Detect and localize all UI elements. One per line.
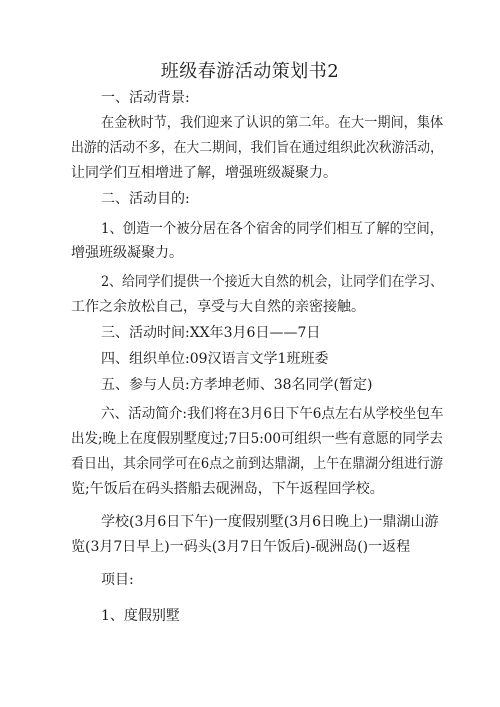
background-heading: 一、活动背景:: [101, 90, 190, 106]
items-heading: 项目:: [101, 572, 134, 588]
item-1: 1、度假别墅: [101, 608, 180, 624]
intro-line-1: 六、活动简介:我们将在3月6日下午6点左右从学校坐包车: [101, 406, 444, 422]
organizer: 四、组织单位:09汉语言文学1班班委: [101, 351, 329, 367]
intro-line-4: 览;午饭后在码头搭船去砚洲岛，下午返程回学校。: [71, 481, 384, 497]
purpose-2-line-2: 工作之余放松自己，享受与大自然的亲密接触。: [71, 299, 365, 315]
purpose-1-line-2: 增强班级凝聚力。: [71, 245, 183, 261]
background-line-1: 在金秋时节，我们迎来了认识的第二年。在大一期间，集体: [101, 115, 444, 131]
background-line-3: 让同学们互相增进了解，增强班级凝聚力。: [71, 165, 337, 181]
background-line-2: 出游的活动不多，在大二期间，我们旨在通过组织此次秋游活动，: [71, 140, 443, 156]
intro-line-2: 出发;晚上在度假别墅度过;7日5:00可组织一些有意愿的同学去: [71, 431, 443, 447]
purpose-heading: 二、活动目的:: [101, 191, 190, 207]
route-line-2: 览(3月7日早上)一码头(3月7日午饭后)-砚洲岛()一返程: [71, 539, 411, 555]
activity-time: 三、活动时间:XX年3月6日——7日: [101, 325, 321, 341]
document-title: 班级春游活动策划书2: [160, 61, 340, 82]
intro-line-3: 看日出，其余同学可在6点之前到达鼎湖，上午在鼎湖分组进行游: [71, 456, 444, 472]
purpose-1-line-1: 1、创造一个被分居在各个宿舍的同学们相互了解的空间，: [101, 221, 444, 237]
participants: 五、参与人员:方孝坤老师、38名同学(暂定): [101, 377, 373, 393]
route-line-1: 学校(3月6日下午)一度假别墅(3月6日晚上)一鼎湖山游: [101, 514, 439, 530]
purpose-2-line-1: 2、给同学们提供一个接近大自然的机会，让同学们在学习、: [101, 274, 443, 290]
